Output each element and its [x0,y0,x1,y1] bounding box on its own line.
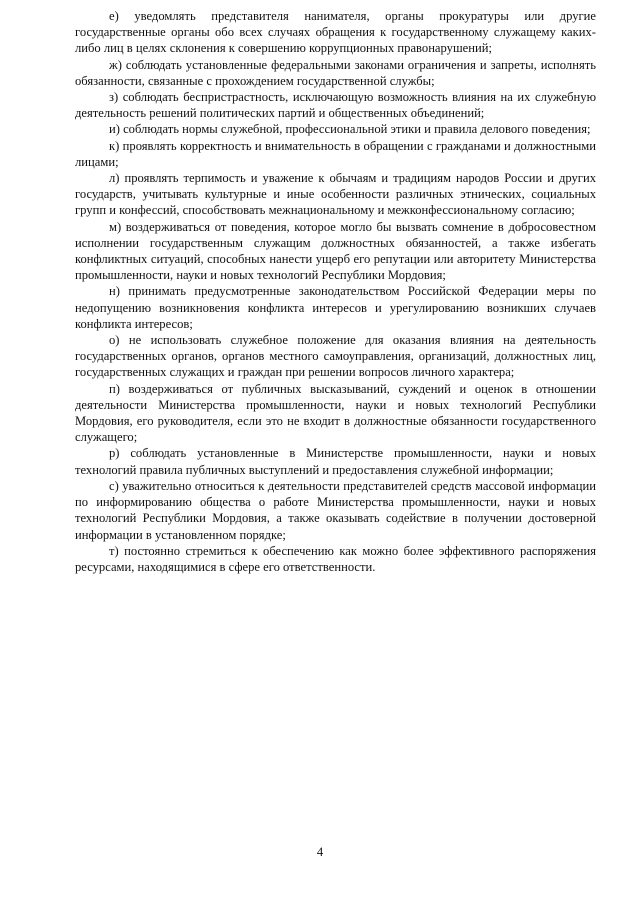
page-number: 4 [316,845,324,859]
paragraph-o: о) не использовать служебное положение для оказания влияния на деятельность государственных органов, органов местного самоуправления, организаций, должностных лиц, государственных служащих и граждан при решении вопросов личного характера; [75,333,596,380]
paragraph-r: р) соблюдать установленные в Министерстве промышленности, науки и новых технологий правила публичных выступлений и предоставления служебной информации; [75,446,596,477]
paragraph-e: е) уведомлять представителя нанимателя, органы прокуратуры или другие государственные органы обо всех случаях обращения к государственному служащему каких-либо лиц в целях склонения к совершению коррупционных правонарушений; [75,9,596,56]
paragraph-i: и) соблюдать нормы служебной, профессиональной этики и правила делового поведения; [109,122,591,137]
paragraph-t: т) постоянно стремиться к обеспечению как можно более эффективного распоряжения ресурсами, находящимися в сфере его ответственности. [75,543,596,574]
paragraph-p: п) воздерживаться от публичных высказываний, суждений и оценок в отношении деятельности Министерства промышленности, науки и новых технологий Республики Мордовия, его руководителя, если это не входит в должностные обязанности государственного служащего; [75,381,596,445]
document-body [75,8,596,575]
paragraph-l: л) проявлять терпимость и уважение к обычаям и традициям народов России и других государств, учитывать культурные и иные особенности различных этнических, социальных групп и конфессий, способствовать межнациональному и межконфессиональному согласию; [75,171,596,218]
paragraph-s: с) уважительно относиться к деятельности представителей средств массовой информации по информированию общества о работе Министерства промышленности, науки и новых технологий Республики Мордовия, а также оказывать содействие в получении достоверной информации в установленном порядке; [75,478,596,542]
paragraph-m: м) воздерживаться от поведения, которое могло бы вызвать сомнение в добросовестном исполнении государственным служащим должностных обязанностей, а также избегать конфликтных ситуаций, способных нанести ущерб его репутации или авторитету Министерства промышленности, науки и новых технологий Республики Мордовия; [75,219,596,283]
paragraph-zh: ж) соблюдать установленные федеральными законами ограничения и запреты, исполнять обязанности, связанные с прохождением государственной службы; [75,57,596,88]
paragraph-z: з) соблюдать беспристрастность, исключающую возможность влияния на их служебную деятельность решений политических партий и общественных объединений; [75,90,596,121]
paragraph-n: н) принимать предусмотренные законодательством Российской Федерации меры по недопущению возникновения конфликта интересов и урегулированию возникших случаев конфликта интересов; [75,284,596,331]
paragraph-k: к) проявлять корректность и внимательность в обращении с гражданами и должностными лицами; [75,138,596,169]
